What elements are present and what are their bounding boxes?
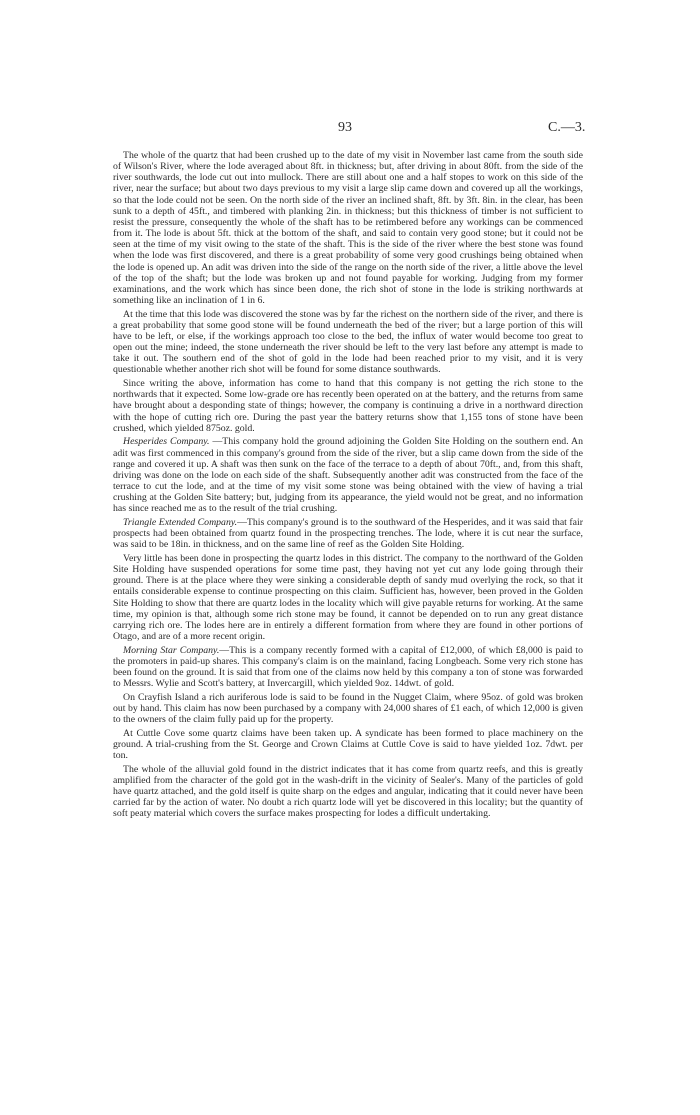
section-lead: Hesperides Company. <box>123 436 210 448</box>
section-lead: Morning Star Company. <box>123 644 220 656</box>
page-header <box>0 120 700 140</box>
paragraph-text: —This company's ground is to the southward of the Hesperides, and it was said that fair prospects had been obtained from quartz found in the prospecting trenches. The lode, where it is cut near the surface, was said to be 18in. in thickness, and on the same line of reef as the Golden Site Holding. <box>113 517 583 551</box>
paragraph-text: At Cuttle Cove some quartz claims have been taken up. A syndicate has been formed to place machinery on the ground. A trial-crushing from the St. George and Crown Claims at Cuttle Cove is said to have yielded 1oz. 7dwt. per ton. <box>113 727 583 762</box>
paragraph-text: At the time that this lode was discovered the stone was by far the richest on the northern side of the river, and there is a great probability that some good stone will be found underneath the bed of the river; but a large portion of this will have to be left, or else, if the workings approach too close to the bed, the influx of water would become too great to open out the mine; indeed, the stone underneath the river should be left to the very last before any attempt is made to take it out. The southern end of the shot of gold in the lode had been reached prior to my visit, and it is very questionable whether another rich shot will be found for some distance southwards. <box>113 308 583 376</box>
paragraph <box>113 645 583 690</box>
body-text <box>113 150 583 822</box>
paragraph <box>113 436 583 514</box>
paragraph-text: Since writing the above, information has come to hand that this company is not getting the rich stone to the northwards that it expected. Some low-grade ore has recently been operated on at the battery, and the returns from same have brought about a desponding state of things; however, the company is continuing a drive in a northward direction with the hope of cutting rich ore. During the past year the battery returns show that 1,155 tons of stone have been crushed, which yielded 875oz. gold. <box>113 378 583 434</box>
paragraph-text: Very little has been done in prospecting the quartz lodes in this district. The company to the northward of the Golden Site Holding have suspended operations for some time past, they having not yet cut any lode going through their ground. There is at the place where they were sinking a considerable depth of sandy mud overlying the rock, so that it entails considerable expense to continue prospecting on this claim. Sufficient has, however, been proved in the Golden Site Holding to show that there are quartz lodes in the locality which will give payable returns for working. At the same time, my opinion is that, although some rich stone may be found, it cannot be depended on to run any great distance carrying rich ore. The lodes here are in entirely a different formation from where they are found in other portions of Otago, and are of a more recent origin. <box>113 552 583 643</box>
paragraph-text: The whole of the alluvial gold found in the district indicates that it has come from quartz reefs, and this is greatly amplified from the character of the gold got in the wash-drift in the vicinity of Sealer's. Many of the particles of gold have quartz attached, and the gold itself is quite sharp on the edges and angular, indicating that it could never have been carried far by the action of water. No doubt a rich quartz lode will yet be discovered in this locality; but the quantity of soft peaty material which covers the surface makes prospecting for lodes a difficult undertaking. <box>113 763 583 820</box>
paragraph <box>113 309 583 376</box>
paragraph <box>113 517 583 550</box>
paragraph-text: On Crayfish Island a rich auriferous lode is said to be found in the Nugget Claim, where 95oz. of gold was broken out by hand. This claim has now been purchased by a company with 24,000 shares of £1 each, of which 12,000 is given to the owners of the claim fully paid up for the property. <box>113 691 583 726</box>
paragraph <box>113 378 583 434</box>
paragraph-text: —This is a company recently formed with a capital of £12,000, of which £8,000 is paid to the promoters in paid-up shares. This company's claim is on the mainland, facing Longbeach. Some very rich stone has been found on the ground. It is said that from one of the claims now held by this company a ton of stone was forwarded to Messrs. Wylie and Scott's battery, at Invercargill, which yielded 9oz. 14dwt. of gold. <box>113 644 583 690</box>
section-lead: Triangle Extended Company. <box>123 517 238 528</box>
paragraph <box>113 150 583 306</box>
paragraph <box>113 728 583 761</box>
paragraph <box>113 692 583 725</box>
page-number: 93 <box>338 120 352 135</box>
paragraph-text: —This company hold the ground adjoining the Golden Site Holding on the southern end. An adit was first commenced in this company's ground from the side of the river, but a slip came down from the side of the range and covered it up. A shaft was then sunk on the face of the terrace to a depth of about 70ft., and, from this shaft, driving was done on the lode on each side of the shaft. Subsequently another adit was constructed from the face of the terrace to cut the lode, and at the time of my visit some stone was being obtained with the view of having a trial crushing at the Golden Site battery; but, judging from its appearance, the yield would not be great, and no information has since reached me as to the result of the trial crushing. <box>113 436 583 515</box>
paragraph <box>113 764 583 820</box>
paragraph <box>113 553 583 642</box>
series-reference: C.—3. <box>548 120 586 135</box>
paragraph-text: The whole of the quartz that had been crushed up to the date of my visit in November last came from the south side of Wilson's River, where the lode averaged about 8ft. in thickness; but, after driving in about 80ft. from the side of the river southwards, the lode cut out into mullock. There are still about one and a half stopes to work on this side of the river, near the surface; but about two days previous to my visit a large slip came down and covered up all the workings, so that the lode could not be seen. On the north side of the river an inclined shaft, 8ft. by 3ft. 8in. in the clear, has been sunk to a depth of 45ft., and timbered with planking 2in. in thickness; but this thickness of timber is not sufficient to resist the pressure, consequently the whole of the shaft has to be retimbered before any workings can be commenced from it. The lode is about 5ft. thick at the bottom of the shaft, and said to contain very good stone; but it could not be seen at the time of my visit owing to the state of the shaft. This is the side of the river where the best stone was found when the lode was first discovered, and there is a great probability of some very good crushings being obtained when the lode is opened up. An adit was driven into the side of the range on the north side of the river, a little above the level of the top of the shaft; but the lode was broken up and not found payable for working. Judging from my former examinations, and the work which has since been done, the rich shot of stone in the lode is striking northwards at something like an inclination of 1 in 6. <box>113 150 583 307</box>
